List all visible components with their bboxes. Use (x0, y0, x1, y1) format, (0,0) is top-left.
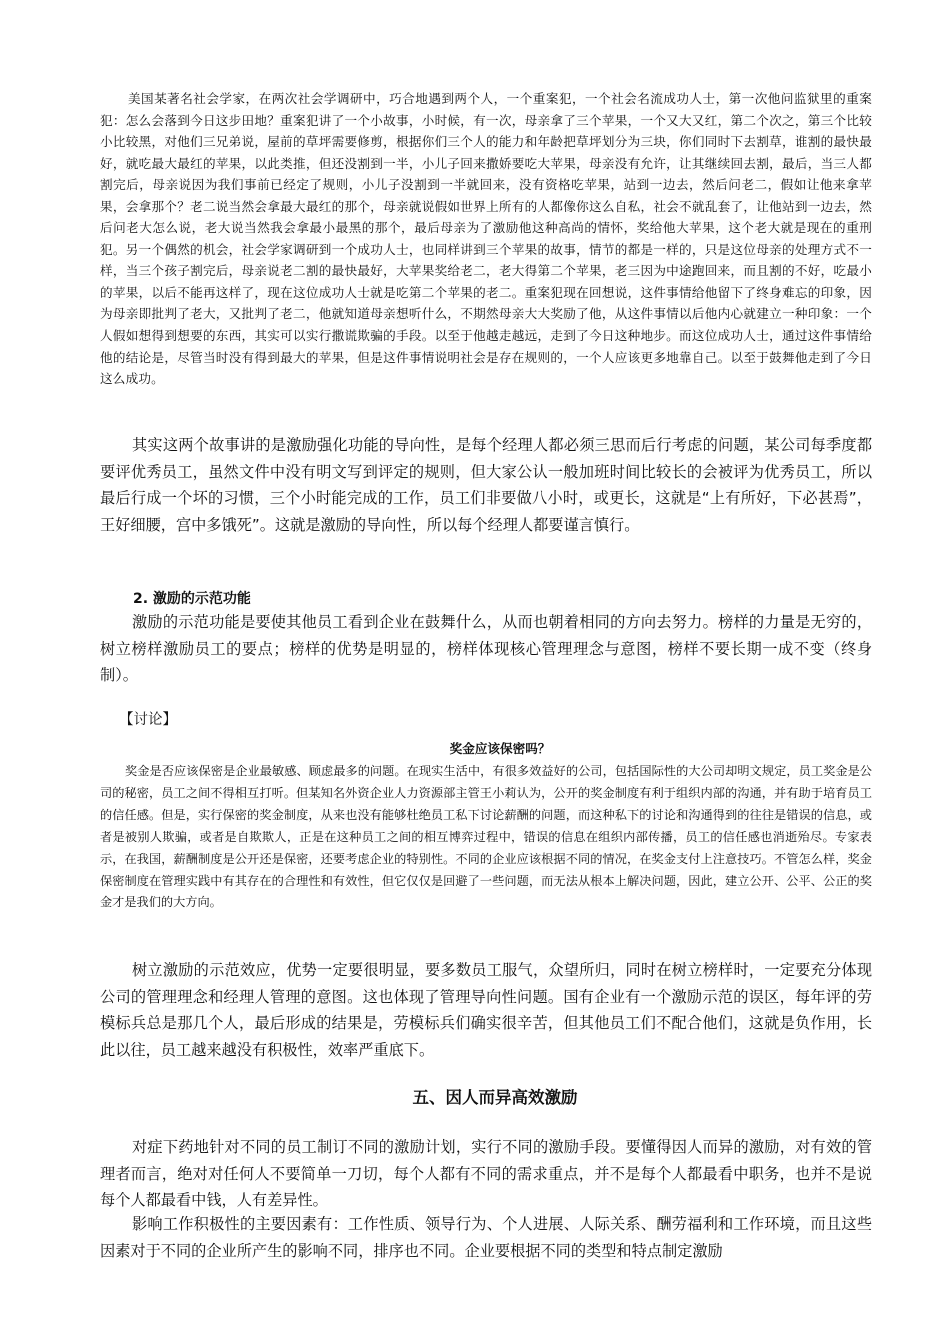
discussion-title: 奖金应该保密吗？ (449, 741, 551, 756)
individualized-incentive-paragraph: 对症下药地针对不同的员工制订不同的激励计划，实行不同的激励手段。要懂得因人而异的激励，对有效的管理者而言，绝对对任何人不要简单一刀切，每个人都有不同的需求重点，并不是每个人都最看中职务，也并不是说每个人都最看中钱，人有差异性。 (100, 1138, 872, 1210)
motivation-factors-paragraph: 影响工作积极性的主要因素有：工作性质、领导行为、个人进展、人际关系、酬劳福利和工作环境，而且这些因素对于不同的企业所产生的影响不同，排序也不同。企业要根据不同的类型和特点制定激励 (100, 1215, 872, 1260)
demonstration-function-paragraph: 激励的示范功能是要使其他员工看到企业在鼓舞什么，从而也朝着相同的方向去努力。榜样的力量是无穷的，树立榜样激励员工的要点；榜样的优势是明显的，榜样体现核心管理理念与意图，榜样不要长期一成不变（终身制）。 (100, 613, 872, 685)
incentive-orientation-paragraph: 其实这两个故事讲的是激励强化功能的导向性，是每个经理人都必须三思而后行考虑的问题，某公司每季度都要评优秀员工，虽然文件中没有明文写到评定的规则，但大家公认一般加班时间比较长的会被评为优秀员工，所以最后行成一个坏的习惯，三个小时能完成的工作，员工们非要做八小时，或更长，这就是“上有所好，下必甚焉”，王好细腰，宫中多饿死”。这就是激励的导向性，所以每个经理人都要谨言慎行。 (100, 436, 872, 534)
section-title-five: 五、因人而异高效激励 (412, 1088, 578, 1107)
section-heading-demonstration: 2. 激励的示范功能 (133, 591, 251, 607)
apple-story-paragraph: 美国某著名社会学家，在两次社会学调研中，巧合地遇到两个人，一个重案犯，一个社会名流成功人士，第一次他问监狱里的重案犯：怎么会落到今日这步田地？重案犯讲了一个小故事，小时候，有一次，母亲拿了三个苹果，一个又大又红，第二个次之，第三个比较小比较黑，对他们三兄弟说，屋前的草坪需要修剪，根据你们三个人的能力和年龄把草坪划分为三块，你们同时下去割草，谁割的最快最好，就吃最大最红的苹果，以此类推，但还没割到一半，小儿子回来撒娇要吃大苹果，母亲没有允许，让其继续回去割，最后，当三人都割完后，母亲说因为我们事前已经定了规则，小儿子没割到一半就回来，没有资格吃苹果，站到一边去，然后问老二，假如让他来拿苹果，会拿那个？老二说当然会拿最大最红的那个，母亲就说假如世界上所有的人都像你这么自私，社会不就乱套了，让他站到一边去，然后问老大怎么说，老大说当然我会拿最小最黑的那个，最后母亲为了激励他这种高尚的情怀，奖给他大苹果，这个老大就是现在的重刑犯。另一个偶然的机会，社会学家调研到一个成功人士，也同样讲到三个苹果的故事，情节的都是一样的，只是这位母亲的处理方式不一样，当三个孩子割完后，母亲说老二割的最快最好，大苹果奖给老二，老大得第二个苹果，老三因为中途跑回来，而且割的不好，吃最小的苹果，以后不能再这样了，现在这位成功人士就是吃第二个苹果的老二。重案犯现在回想说，这件事情给他留下了终身难忘的印象，因为母亲即批判了老大，又批判了老二，他就知道母亲想听什么，不期然母亲大大奖励了他，从这件事情以后他内心就建立一种印象：一个人假如想得到想要的东西，其实可以实行撒谎欺骗的手段。以至于他越走越远，走到了今日这种地步。而这位成功人士，通过这件事情给他的结论是，尽管当时没有得到最大的苹果，但是这件事情说明社会是存在规则的，一个人应该更多地靠自己。以至于鼓舞他走到了今日这么成功。 (100, 91, 872, 387)
discussion-label: 【讨论】 (119, 712, 177, 728)
role-model-paragraph: 树立激励的示范效应，优势一定要很明显，要多数员工服气，众望所归，同时在树立榜样时，一定要充分体现公司的管理理念和经理人管理的意图。这也体现了管理导向性问题。国有企业有一个激励示范的误区，每年评的劳模标兵总是那几个人，最后形成的结果是，劳模标兵们确实很辛苦，但其他员工们不配合他们，这就是负作用，长此以往，员工越来越没有积极性，效率严重底下。 (100, 961, 872, 1059)
discussion-body: 奖金是否应该保密是企业最敏感、顾虑最多的问题。在现实生活中，有很多效益好的公司，包括国际性的大公司却明文规定，员工奖金是公司的秘密，员工之间不得相互打听。但某知名外资企业人力资源部主管王小莉认为，公开的奖金制度有利于组织内部的沟通，并有助于培育员工的信任感。但是，实行保密的奖金制度，从来也没有能够杜绝员工私下讨论薪酬的问题，而这种私下的讨论和沟通得到的往往是错误的信息，或者是被别人欺骗，或者是自欺欺人，正是在这种员工之间的相互博弈过程中，错误的信息在组织内部传播，员工的信任感也消逝殆尽。专家表示，在我国，薪酬制度是公开还是保密，还要考虑企业的特别性。不同的企业应该根据不同的情况，在奖金支付上注意技巧。不管怎么样，奖金保密制度在管理实践中有其存在的合理性和有效性，但它仅仅是回避了一些问题，而无法从根本上解决问题，因此，建立公开、公平、公正的奖金才是我们的大方向。 (100, 764, 872, 910)
